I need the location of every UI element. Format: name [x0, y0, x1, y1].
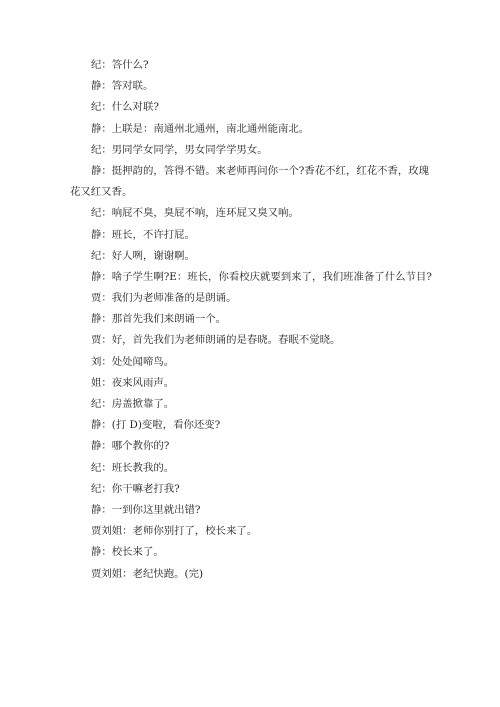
document-body	[70, 59, 436, 589]
dialogue-line: 静：上联是：南通州北通州，南北通州能南北。	[91, 122, 310, 135]
dialogue-line: 贾：好，首先我们为老师朗诵的是春晓。春眠不觉晓。	[91, 334, 341, 347]
dialogue-line: 纪：好人咧，谢谢啊。	[91, 249, 195, 262]
dialogue-line: 纪：房盖掀靠了。	[91, 398, 175, 410]
dialogue-line: 纪：答什么?	[91, 59, 149, 71]
dialogue-line: 静：挺押韵的，答得不错。来老师再问你一个?香花不红，红花不香，玫瑰	[91, 164, 430, 177]
dialogue-line: 纪：班长教我的。	[91, 461, 175, 474]
dialogue-line: 静：班长，不许打屁。	[91, 228, 195, 241]
dialogue-line: 静：答对联。	[91, 80, 154, 93]
dialogue-line: 静：一到你这里就出错?	[91, 503, 201, 516]
dialogue-line: 静：校长来了。	[91, 546, 164, 559]
dialogue-line: 纪：男同学女同学，男女同学学男女。	[91, 143, 268, 156]
dialogue-line: 纪：什么对联?	[91, 101, 159, 114]
dialogue-line: 姐：夜来风雨声。	[91, 376, 175, 389]
dialogue-line: 贾刘姐：老师你别打了，校长来了。	[91, 525, 258, 538]
dialogue-line: 纪：响屁不臭，臭屁不响，连环屁又臭又响。	[91, 207, 299, 220]
dialogue-line: 贾：我们为老师准备的是朗诵。	[91, 292, 237, 305]
dialogue-line: 静：哪个教你的?	[91, 440, 170, 453]
dialogue-line: 刘：处处闻啼鸟。	[91, 355, 175, 368]
dialogue-line: 静：啥子学生啊?E：班长，你看校庆就要到来了，我们班准备了什么节目?	[91, 270, 432, 283]
dialogue-line: 静：(打 D)变啦，看你还变?	[91, 419, 221, 432]
dialogue-line-continuation: 花又红又香。	[70, 186, 133, 199]
dialogue-line: 贾刘姐：老纪快跑。(完)	[91, 567, 204, 580]
dialogue-line: 静：那首先我们来朗诵一个。	[91, 313, 227, 326]
dialogue-line: 纪：你干嘛老打我?	[91, 482, 180, 495]
